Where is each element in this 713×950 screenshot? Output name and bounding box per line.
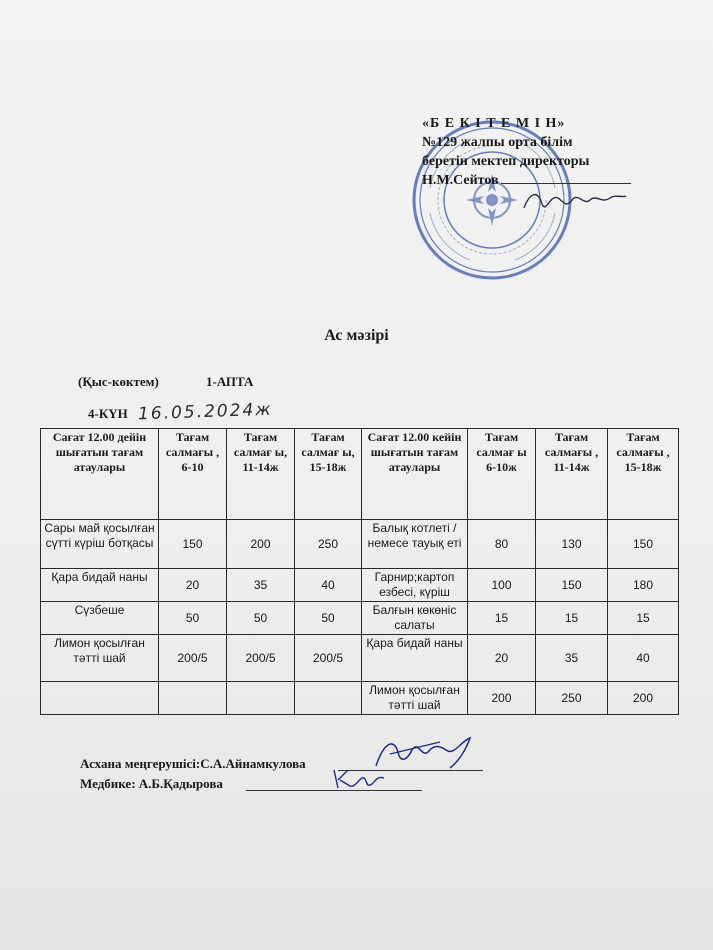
weight-cell: 200 [468,682,536,715]
kitchen-head-label: Асхана меңгерушісі:С.А.Айнамкулова [80,756,306,771]
signature-line [501,183,631,184]
day-label: 4-КҮН [88,406,128,421]
weight-cell: 20 [468,635,536,682]
header-cell: Тағам салмағ ы, 15-18ж [295,429,362,520]
dish-cell: Қара бидай наны [41,569,159,602]
dish-cell: Балғын көкөніс салаты [362,602,468,635]
weight-cell: 15 [468,602,536,635]
weight-cell [295,682,362,715]
header-cell: Тағам салмағ ы, 11-14ж [227,429,295,520]
dish-cell: Қара бидай наны [362,635,468,682]
dish-cell: Гарнир;картоп езбесі, күріш [362,569,468,602]
dish-cell: Сары май қосылған сүтті күріш ботқасы [41,520,159,569]
weight-cell [227,682,295,715]
weight-cell: 40 [608,635,679,682]
table-row [41,520,679,569]
weight-cell: 35 [536,635,608,682]
page-title: Ас мәзірі [324,327,389,344]
header-cell: Тағам салмағ ы 6-10ж [468,429,536,520]
weight-cell: 50 [227,602,295,635]
weight-cell: 50 [295,602,362,635]
handwritten-date: 16.05.2024ж [137,399,273,425]
weight-cell: 250 [295,520,362,569]
approval-heading: «Б Е К І Т Е М І Н» [422,116,566,131]
dish-cell: Лимон қосылған тәтті шай [41,635,159,682]
nurse-signature [330,764,390,792]
weight-cell: 200/5 [295,635,362,682]
approval-line-name: Н.М.Сейтов [422,173,499,188]
table-header-row [41,429,679,520]
header-cell: Сағат 12.00 кейін шығатын тағам атаулары [362,429,468,520]
season-label: (Қыс-көктем) [78,374,159,389]
table-row [41,602,679,635]
weight-cell: 150 [536,569,608,602]
weight-cell: 80 [468,520,536,569]
weight-cell: 150 [159,520,227,569]
weight-cell: 35 [227,569,295,602]
header-cell: Тағам салмағы , 11-14ж [536,429,608,520]
weight-cell: 200 [227,520,295,569]
approval-line-position: беретін мектеп директоры [422,154,590,169]
header-cell: Тағам салмағы , 6-10 [159,429,227,520]
weight-cell: 40 [295,569,362,602]
director-signature [520,186,630,216]
approval-block [422,114,662,190]
weight-cell: 180 [608,569,679,602]
dish-cell: Сүзбеше [41,602,159,635]
menu-table [40,428,679,715]
header-cell: Тағам салмағы , 15-18ж [608,429,679,520]
weight-cell: 100 [468,569,536,602]
dish-cell: Лимон қосылған тәтті шай [362,682,468,715]
weight-cell: 50 [159,602,227,635]
nurse-label: Медбике: А.Б.Қадырова [80,776,223,791]
weight-cell: 15 [608,602,679,635]
table-row [41,569,679,602]
header-cell: Сағат 12.00 дейін шығатын тағам атаулары [41,429,159,520]
dish-cell [41,682,159,715]
table-row [41,635,679,682]
weight-cell: 15 [536,602,608,635]
weight-cell: 250 [536,682,608,715]
weight-cell: 200/5 [159,635,227,682]
weight-cell [159,682,227,715]
dish-cell: Балық котлеті /немесе тауық еті [362,520,468,569]
table-row [41,682,679,715]
week-label: 1-АПТА [206,374,254,389]
weight-cell: 150 [608,520,679,569]
approval-line-school: №129 жалпы орта білім [422,135,573,150]
weight-cell: 20 [159,569,227,602]
weight-cell: 200/5 [227,635,295,682]
weight-cell: 130 [536,520,608,569]
weight-cell: 200 [608,682,679,715]
